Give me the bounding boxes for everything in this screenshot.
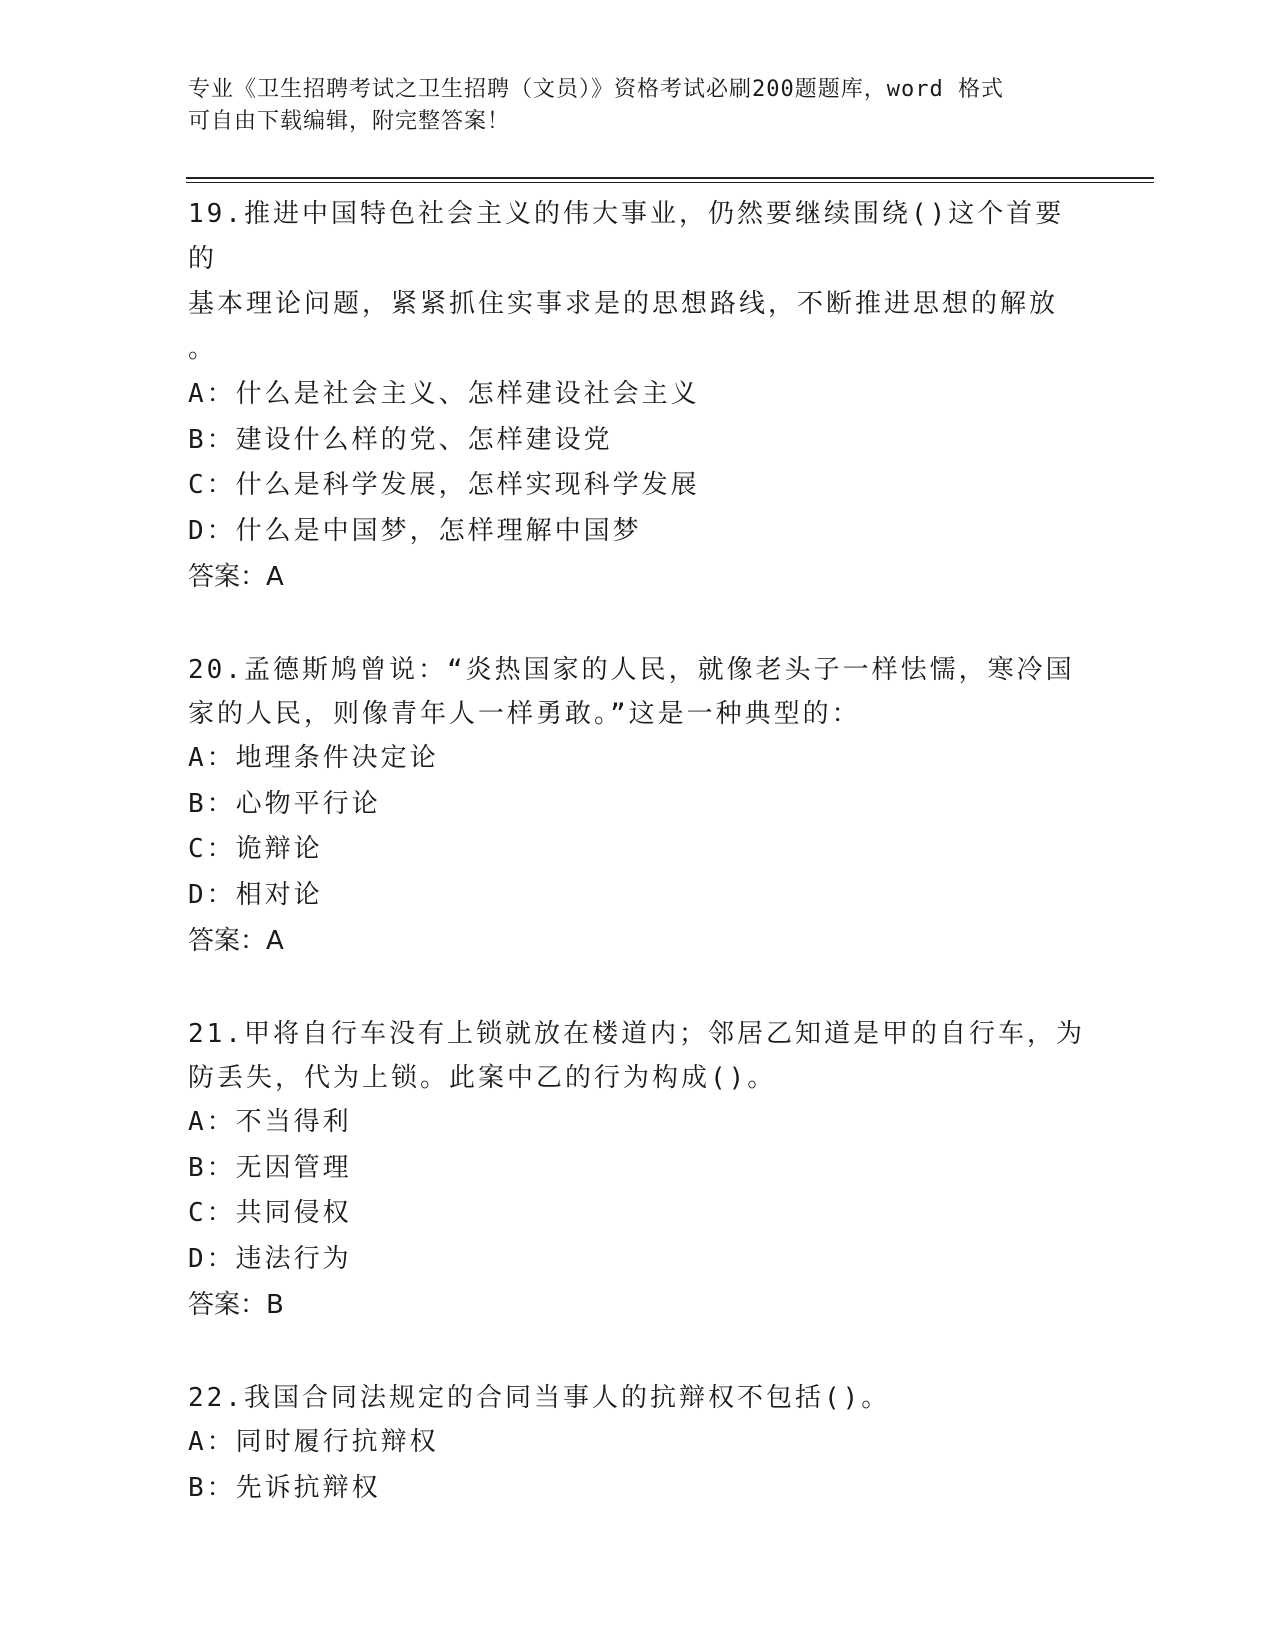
question-stem-line: 防丢失，代为上锁。此案中乙的行为构成()。 <box>188 1063 777 1093</box>
option-b: B：无因管理 <box>188 1152 352 1183</box>
header-rule-thick <box>186 177 1154 179</box>
question-stem-line: 20.孟德斯鸠曾说：“炎热国家的人民，就像老头子一样怯懦，寒冷国 <box>188 655 1075 685</box>
header-line-1: 专业《卫生招聘考试之卫生招聘（文员）》资格考试必刷200题题库，word 格式 <box>188 77 1004 102</box>
question-22 <box>188 1376 1088 1511</box>
question-stem-line: 基本理论问题，紧紧抓住实事求是的思想路线，不断推进思想的解放 <box>188 289 1059 319</box>
option-d: D：什么是中国梦，怎样理解中国梦 <box>188 515 642 546</box>
option-b: B：先诉抗辩权 <box>188 1472 381 1503</box>
question-stem-line: 。 <box>188 334 218 364</box>
header-rule-thin <box>186 182 1154 183</box>
option-c: C：什么是科学发展，怎样实现科学发展 <box>188 470 700 500</box>
answer-text: 答案：B <box>188 1290 284 1320</box>
option-c: C：共同侵权 <box>188 1198 352 1228</box>
option-d: D：违法行为 <box>188 1243 352 1274</box>
question-stem-line: 家的人民，则像青年人一样勇敢。”这是一种典型的： <box>188 699 861 729</box>
option-a: A：不当得利 <box>188 1107 352 1137</box>
document-header <box>188 74 1068 138</box>
option-b: B：心物平行论 <box>188 788 381 819</box>
option-a: A：地理条件决定论 <box>188 743 439 773</box>
question-19 <box>188 192 1088 600</box>
option-a: A：同时履行抗辩权 <box>188 1427 439 1457</box>
option-b: B：建设什么样的党、怎样建设党 <box>188 424 613 455</box>
question-21 <box>188 1012 1088 1328</box>
option-a: A：什么是社会主义、怎样建设社会主义 <box>188 379 700 409</box>
question-stem-line: 22.我国合同法规定的合同当事人的抗辩权不包括()。 <box>188 1383 891 1413</box>
header-line-2: 可自由下载编辑，附完整答案！ <box>188 109 511 134</box>
option-d: D：相对论 <box>188 879 323 910</box>
question-20 <box>188 648 1088 964</box>
question-stem-line: 21.甲将自行车没有上锁就放在楼道内；邻居乙知道是甲的自行车，为 <box>188 1019 1085 1049</box>
option-c: C：诡辩论 <box>188 834 323 864</box>
answer-text: 答案：A <box>188 562 284 592</box>
question-stem-line: 19.推进中国特色社会主义的伟大事业，仍然要继续围绕()这个首要的 <box>188 199 1065 274</box>
answer-text: 答案：A <box>188 926 284 956</box>
question-list <box>188 192 1088 1559</box>
